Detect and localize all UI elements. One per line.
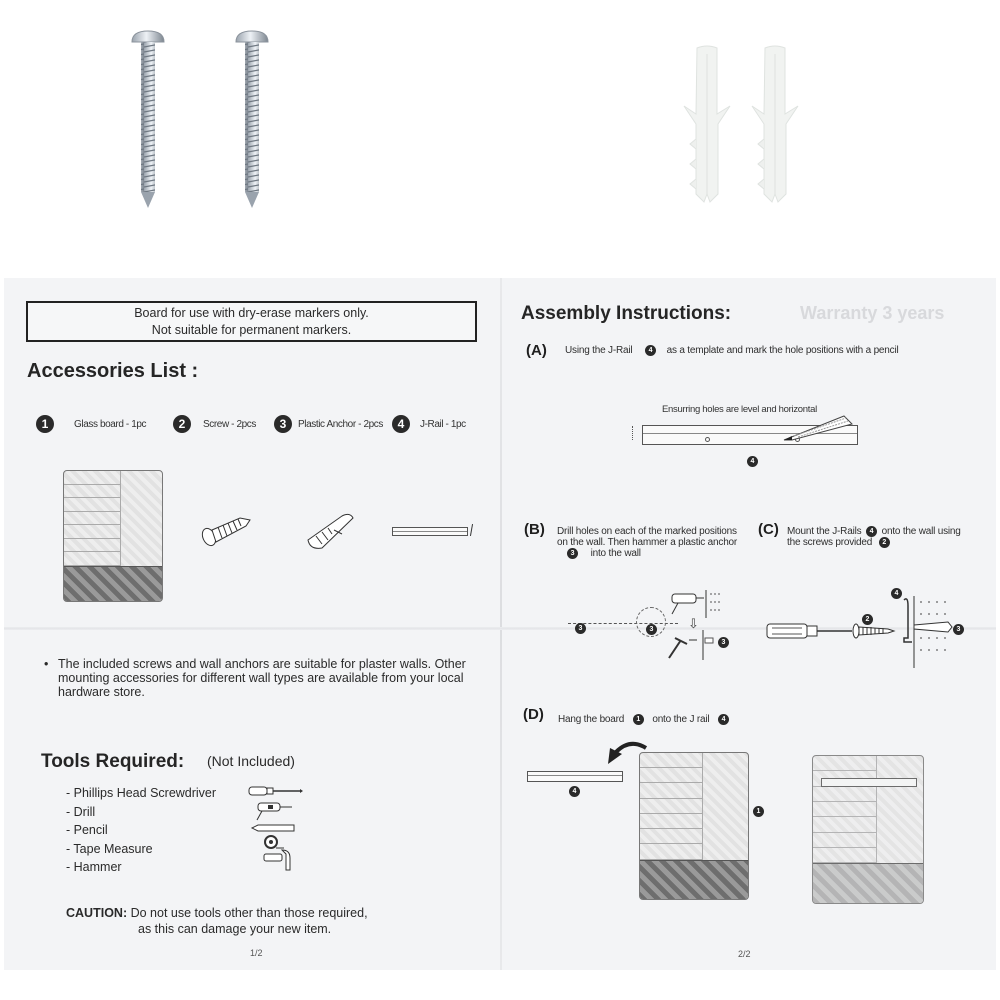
screw-icon (232, 28, 272, 210)
j-rail-drawing (392, 527, 468, 536)
glass-board-illustration (63, 470, 163, 602)
accessory-item (274, 415, 383, 433)
number-badge: 2 (862, 614, 873, 625)
screw-drawing-icon (200, 510, 252, 548)
ghost-warranty-text: Warranty 3 years (800, 303, 945, 323)
number-badge: 1 (633, 714, 644, 725)
accessory-label: J-Rail - 1pc (420, 418, 466, 430)
tools-title: Tools Required: (41, 751, 185, 772)
anchor-drawing-icon (302, 510, 358, 550)
pencil-icon (250, 824, 296, 832)
step-c-text (787, 526, 961, 548)
number-badge: 3 (567, 548, 578, 559)
j-rail-drawing (527, 771, 623, 782)
number-badge: 4 (747, 456, 758, 467)
accessories-list (36, 415, 486, 437)
number-badge: 3 (646, 624, 657, 635)
number-badge: 3 (718, 637, 729, 648)
mounted-board-illustration (812, 755, 924, 904)
caution-note (66, 905, 368, 937)
tool-item: - Pencil (66, 823, 108, 837)
dry-erase-notice (26, 301, 477, 342)
screw-icon (128, 28, 168, 210)
number-badge: 4 (891, 588, 902, 599)
step-d-text-after: onto the J rail (652, 714, 710, 726)
tool-item: - Drill (66, 804, 96, 819)
caution-label: CAUTION: (66, 906, 128, 920)
hammer-icon (262, 848, 294, 874)
step-c-line-2: the screws provided (787, 537, 873, 549)
notice-line-1: Board for use with dry-erase markers only. (134, 306, 369, 320)
step-d-label: (D) (523, 706, 544, 723)
accessory-item (392, 415, 466, 433)
step-c-label: (C) (758, 521, 779, 538)
number-badge: 3 (274, 415, 292, 433)
step-a-label: (A) (526, 342, 547, 359)
screwdriver-screw-icon (766, 620, 896, 642)
accessory-label: Plastic Anchor - 2pcs (298, 418, 383, 430)
depth-mark (632, 426, 633, 440)
number-badge: 3 (575, 623, 586, 634)
step-a-caption: Ensurring holes are level and horizontal (662, 404, 817, 415)
step-b-line-3: into the wall (590, 548, 641, 560)
tool-item: - Tape Measure (66, 841, 153, 856)
number-badge: 2 (173, 415, 191, 433)
caution-line-1: Do not use tools other than those required, (130, 906, 368, 920)
wall-type-note (44, 657, 484, 699)
accessory-label: Screw - 2pcs (203, 418, 256, 430)
note-text: The included screws and wall anchors are suitable for plaster walls. Other mounting accessories for different wall types are available from your local hardware store. (58, 657, 466, 699)
tool-item: - Hammer (66, 860, 122, 874)
bullet-dot: • (44, 657, 49, 671)
page-number-right: 2/2 (738, 949, 751, 959)
down-arrow-icon: ⇩ (688, 616, 699, 631)
accessory-label: Glass board - 1pc (74, 418, 147, 430)
wall-section-icon (900, 592, 960, 670)
number-badge: 4 (569, 786, 580, 797)
step-d-text-before: Hang the board (558, 714, 625, 726)
number-badge: 1 (36, 415, 54, 433)
page-number-left: 1/2 (250, 948, 263, 958)
number-badge: 4 (645, 345, 656, 356)
hammer-icon (665, 630, 723, 662)
wall-anchor-icon (748, 44, 802, 204)
number-badge: 3 (953, 624, 964, 635)
step-c-text-after: onto the wall using (881, 526, 961, 538)
caution-line-2: as this can damage your new item. (138, 922, 332, 936)
product-photo (0, 0, 1000, 270)
screwdriver-icon (248, 784, 304, 798)
number-badge: 4 (866, 526, 877, 537)
drill-icon (254, 800, 294, 822)
number-badge: 2 (879, 537, 890, 548)
step-a-text (565, 345, 899, 356)
glass-board-illustration (639, 752, 749, 900)
step-b-line-1: Drill holes on each of the marked positions (557, 526, 737, 537)
tool-item: - Phillips Head Screwdriver (66, 786, 217, 800)
step-d-text (558, 714, 729, 725)
step-b-label: (B) (524, 521, 545, 538)
number-badge: 4 (392, 415, 410, 433)
step-a-text-before: Using the J-Rail (565, 345, 633, 357)
tools-subtitle: (Not Included) (207, 753, 295, 769)
pencil-icon (780, 414, 856, 442)
page-fold (500, 278, 502, 970)
number-badge: 1 (753, 806, 764, 817)
accessory-item (36, 415, 146, 433)
step-b-text (557, 526, 737, 559)
accessories-title: Accessories List : (27, 360, 199, 382)
step-c-text-before: Mount the J-Rails (787, 526, 862, 538)
step-a-text-after: as a template and mark the hole positions with a pencil (666, 345, 899, 357)
assembly-title: Assembly Instructions: (521, 303, 732, 324)
wall-anchor-icon (680, 44, 734, 204)
number-badge: 4 (718, 714, 729, 725)
notice-line-2: Not suitable for permanent markers. (151, 323, 352, 337)
tools-list (66, 784, 216, 877)
step-b-line-2: on the wall. Then hammer a plastic anchor (557, 537, 738, 548)
accessory-item (173, 415, 256, 433)
